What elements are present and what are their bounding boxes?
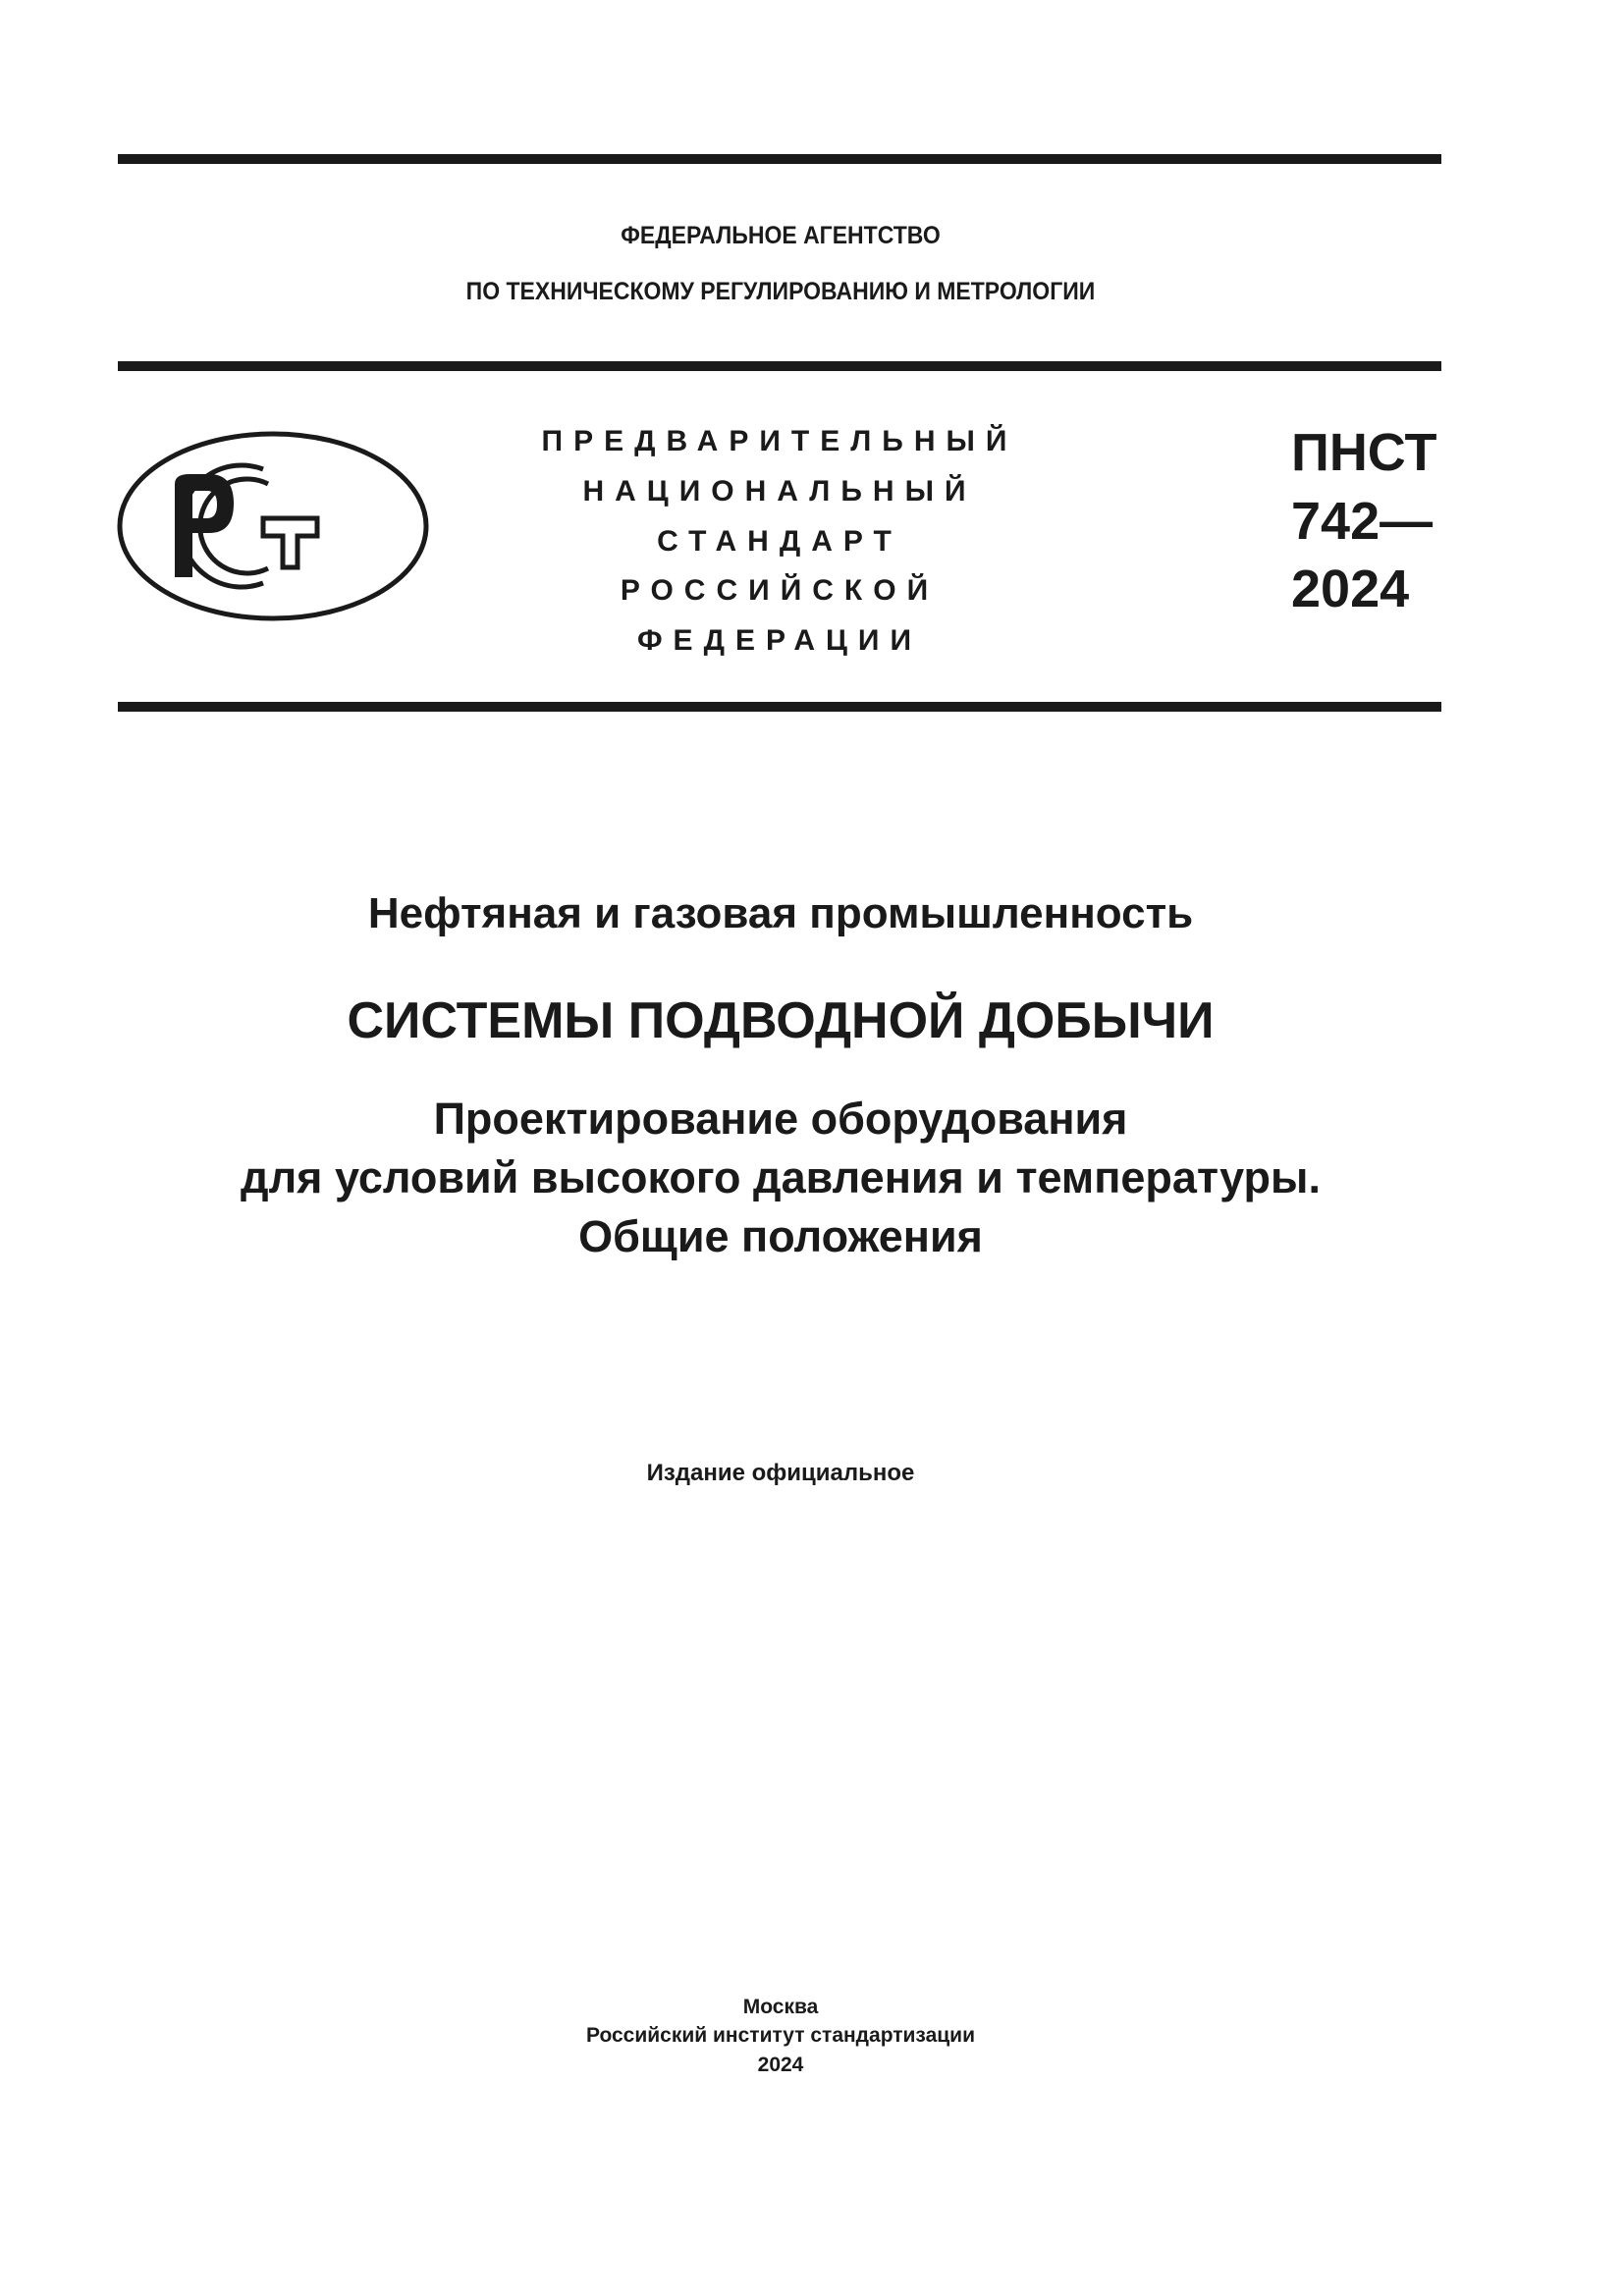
standard-type-3: СТАНДАРТ: [657, 525, 902, 558]
divider-rule: [118, 361, 1441, 371]
agency-line-2: ПО ТЕХНИЧЕСКОМУ РЕГУЛИРОВАНИЮ И МЕТРОЛОГИИ: [465, 278, 1096, 305]
industry-title: Нефтяная и газовая промышленность: [367, 889, 1194, 937]
standard-type-2: НАЦИОНАЛЬНЫЙ: [582, 475, 977, 507]
subtitle-line-2: для условий высокого давления и температуры.: [241, 1152, 1321, 1202]
imprint-year: 2024: [757, 2054, 804, 2076]
imprint-city: Москва: [742, 1996, 819, 2018]
code-number: 742—: [1291, 492, 1434, 551]
top-rule: [118, 154, 1441, 164]
code-year: 2024: [1291, 560, 1410, 618]
gost-logo-icon: [116, 430, 430, 622]
header-bottom-rule: [118, 702, 1441, 712]
edition-note: Издание официальное: [646, 1460, 915, 1486]
imprint-publisher: Российский институт стандартизации: [585, 2024, 976, 2047]
code-prefix: ПНСТ: [1291, 423, 1437, 482]
subtitle-line-3: Общие положения: [578, 1211, 983, 1261]
main-title: СИСТЕМЫ ПОДВОДНОЙ ДОБЫЧИ: [347, 992, 1215, 1049]
standard-type-4: РОССИЙСКОЙ: [620, 574, 940, 607]
subtitle-line-1: Проектирование оборудования: [433, 1094, 1128, 1144]
standard-type-1: ПРЕДВАРИТЕЛЬНЫЙ: [541, 425, 1018, 457]
standard-type-5: ФЕДЕРАЦИИ: [636, 624, 923, 657]
agency-line-1: ФЕДЕРАЛЬНОЕ АГЕНТСТВО: [621, 222, 941, 249]
